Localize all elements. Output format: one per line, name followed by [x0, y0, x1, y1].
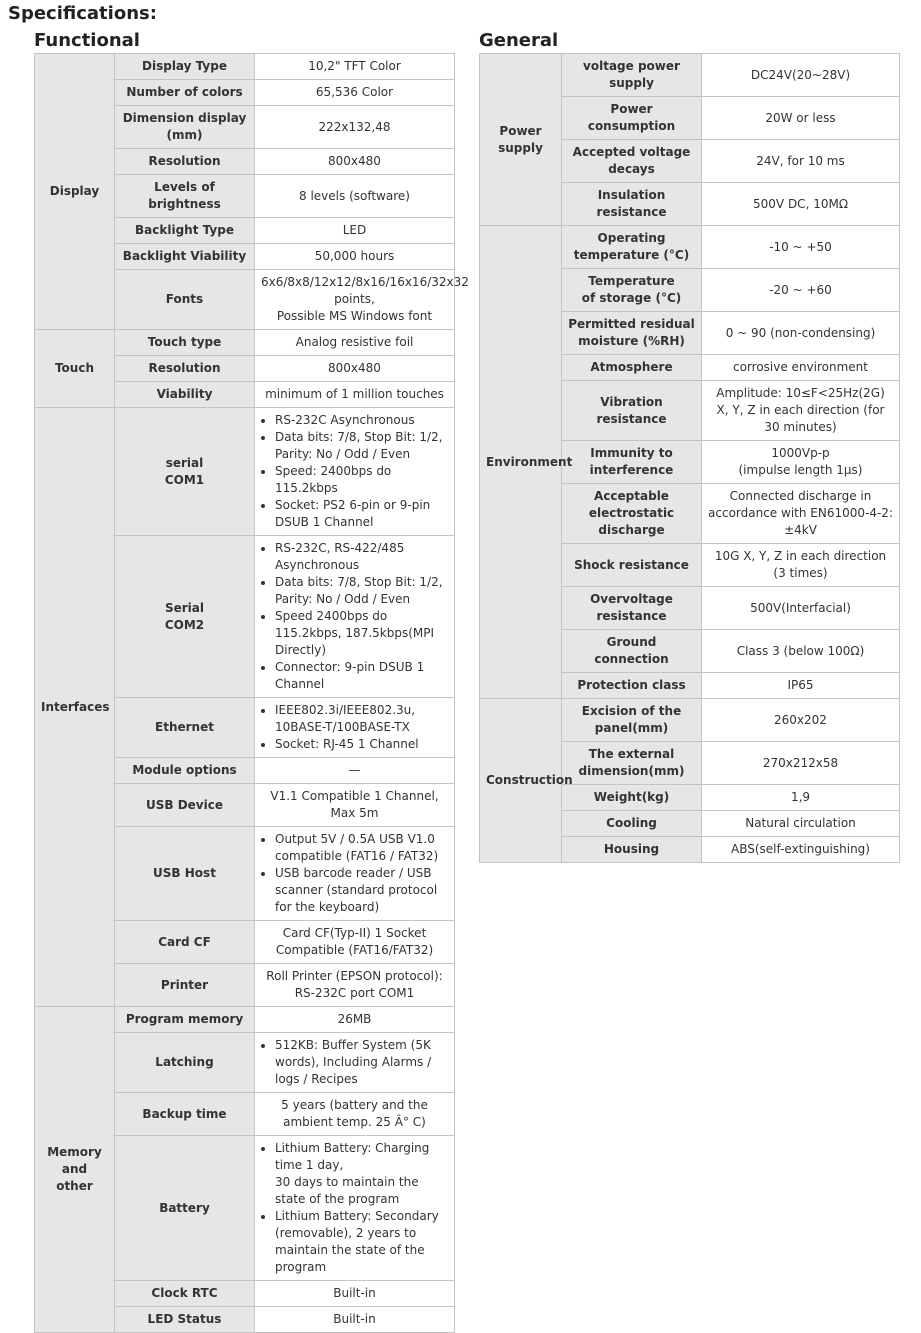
group-construction: Construction	[480, 699, 562, 863]
spec-list-item: • IEEE802.3i/IEEE802.3u, 10BASE-T/100BASE-TX	[275, 702, 448, 736]
spec-label: Serial COM2	[115, 536, 255, 698]
spec-label: USB Host	[115, 827, 255, 921]
spec-value-list	[257, 540, 448, 693]
spec-value	[255, 827, 455, 921]
spec-list-item: • RS-232C Asynchronous	[275, 412, 448, 429]
spec-label: USB Device	[115, 784, 255, 827]
spec-value: 8 levels (software)	[255, 175, 455, 218]
spec-label: Module options	[115, 758, 255, 784]
spec-row-touch-type	[35, 330, 455, 356]
spec-value: LED	[255, 218, 455, 244]
spec-value	[255, 1136, 455, 1281]
general-section-title: General	[479, 30, 559, 51]
spec-label: Printer	[115, 964, 255, 1007]
spec-value: DC24V(20~28V)	[702, 54, 900, 97]
spec-value-list	[257, 702, 448, 753]
spec-label: Backup time	[115, 1093, 255, 1136]
spec-value: Built-in	[255, 1281, 455, 1307]
spec-row-excision-of-the-panel-mm	[480, 699, 900, 742]
spec-label: Shock resistance	[562, 544, 702, 587]
spec-row-program-memory	[35, 1007, 455, 1033]
spec-list-item: • Lithium Battery: Secondary (removable), 2 years to maintain the state of the program	[275, 1208, 448, 1276]
spec-label: Ethernet	[115, 698, 255, 758]
spec-label: Backlight Viability	[115, 244, 255, 270]
spec-label: Display Type	[115, 54, 255, 80]
spec-value: ABS(self-extinguishing)	[702, 837, 900, 863]
group-display: Display	[35, 54, 115, 330]
spec-list-item: • Data bits: 7/8, Stop Bit: 1/2, Parity: No / Odd / Even	[275, 574, 448, 608]
spec-label: Weight(kg)	[562, 785, 702, 811]
spec-value: Card CF(Typ-II) 1 Socket Compatible (FAT16/FAT32)	[255, 921, 455, 964]
spec-value: IP65	[702, 673, 900, 699]
spec-row-serial-com1	[35, 408, 455, 536]
spec-label: Clock RTC	[115, 1281, 255, 1307]
spec-list-item: • Speed 2400bps do 115.2kbps, 187.5kbps(MPI Directly)	[275, 608, 448, 659]
spec-label: Resolution	[115, 149, 255, 175]
spec-value: Amplitude: 10≤F<25Hz(2G) X, Y, Z in each direction (for 30 minutes)	[702, 381, 900, 441]
spec-label: Dimension display (mm)	[115, 106, 255, 149]
spec-value: 10,2" TFT Color	[255, 54, 455, 80]
functional-section-title: Functional	[34, 30, 140, 51]
spec-value: Analog resistive foil	[255, 330, 455, 356]
spec-value: 20W or less	[702, 97, 900, 140]
spec-value: 65,536 Color	[255, 80, 455, 106]
group-memory-and-other: Memory and other	[35, 1007, 115, 1333]
spec-value: 24V, for 10 ms	[702, 140, 900, 183]
spec-label: Number of colors	[115, 80, 255, 106]
spec-label: Excision of the panel(mm)	[562, 699, 702, 742]
spec-value: minimum of 1 million touches	[255, 382, 455, 408]
spec-value-list	[257, 1140, 448, 1276]
spec-label: LED Status	[115, 1307, 255, 1333]
spec-value: -20 ~ +60	[702, 269, 900, 312]
group-power-supply: Power supply	[480, 54, 562, 226]
spec-value: 270x212x58	[702, 742, 900, 785]
spec-value: -10 ~ +50	[702, 226, 900, 269]
spec-label: Touch type	[115, 330, 255, 356]
spec-label: Overvoltage resistance	[562, 587, 702, 630]
spec-label: Program memory	[115, 1007, 255, 1033]
spec-label: Ground connection	[562, 630, 702, 673]
spec-value-list	[257, 1037, 448, 1088]
spec-value: 5 years (battery and the ambient temp. 25 Â° C)	[255, 1093, 455, 1136]
spec-value: 1000Vp-p (impulse length 1μs)	[702, 441, 900, 484]
spec-label: Fonts	[115, 270, 255, 330]
spec-value: 222x132,48	[255, 106, 455, 149]
spec-list-item: • Socket: PS2 6-pin or 9-pin DSUB 1 Channel	[275, 497, 448, 531]
spec-label: serial COM1	[115, 408, 255, 536]
spec-value: 500V(Interfacial)	[702, 587, 900, 630]
spec-label: Atmosphere	[562, 355, 702, 381]
spec-value: 800x480	[255, 356, 455, 382]
spec-list-item: • Data bits: 7/8, Stop Bit: 1/2, Parity: No / Odd / Even	[275, 429, 448, 463]
functional-spec-table	[34, 53, 469, 1333]
spec-label: The external dimension(mm)	[562, 742, 702, 785]
spec-label: Resolution	[115, 356, 255, 382]
spec-value	[255, 698, 455, 758]
spec-value: 1,9	[702, 785, 900, 811]
spec-list-item: • USB barcode reader / USB scanner (standard protocol for the keyboard)	[275, 865, 448, 916]
spec-label: Cooling	[562, 811, 702, 837]
spec-value: Natural circulation	[702, 811, 900, 837]
spec-label: Housing	[562, 837, 702, 863]
spec-list-item: • Connector: 9-pin DSUB 1 Channel	[275, 659, 448, 693]
spec-value: 6x6/8x8/12x12/8x16/16x16/32x32 points, Possible MS Windows font	[255, 270, 455, 330]
spec-value: Built-in	[255, 1307, 455, 1333]
spec-label: Accepted voltage decays	[562, 140, 702, 183]
spec-value: 26MB	[255, 1007, 455, 1033]
spec-label: Viability	[115, 382, 255, 408]
spec-label: Temperature of storage (°C)	[562, 269, 702, 312]
page-title: Specifications:	[8, 3, 157, 24]
spec-value: V1.1 Compatible 1 Channel, Max 5m	[255, 784, 455, 827]
spec-label: Backlight Type	[115, 218, 255, 244]
spec-value: —	[255, 758, 455, 784]
spec-list-item: • Socket: RJ-45 1 Channel	[275, 736, 448, 753]
spec-value: 500V DC, 10MΩ	[702, 183, 900, 226]
spec-label: Card CF	[115, 921, 255, 964]
spec-label: Battery	[115, 1136, 255, 1281]
spec-label: Protection class	[562, 673, 702, 699]
spec-label: Levels of brightness	[115, 175, 255, 218]
group-touch: Touch	[35, 330, 115, 408]
spec-value-list	[257, 412, 448, 531]
spec-label: Latching	[115, 1033, 255, 1093]
spec-value: Connected discharge in accordance with EN61000-4-2: ±4kV	[702, 484, 900, 544]
spec-row-operating-temperature-c	[480, 226, 900, 269]
spec-value: Roll Printer (EPSON protocol): RS-232C port COM1	[255, 964, 455, 1007]
spec-label: Permitted residual moisture (%RH)	[562, 312, 702, 355]
spec-label: Immunity to interference	[562, 441, 702, 484]
spec-value: 260x202	[702, 699, 900, 742]
spec-value: 50,000 hours	[255, 244, 455, 270]
spec-value: Class 3 (below 100Ω)	[702, 630, 900, 673]
spec-label: voltage power supply	[562, 54, 702, 97]
spec-value	[255, 1033, 455, 1093]
group-interfaces: Interfaces	[35, 408, 115, 1007]
spec-row-display-type	[35, 54, 455, 80]
spec-label: Operating temperature (°C)	[562, 226, 702, 269]
spec-label: Insulation resistance	[562, 183, 702, 226]
spec-label: Power consumption	[562, 97, 702, 140]
spec-label: Vibration resistance	[562, 381, 702, 441]
spec-list-item: • Lithium Battery: Charging time 1 day, 30 days to maintain the state of the program	[275, 1140, 448, 1208]
spec-label: Acceptable electrostatic discharge	[562, 484, 702, 544]
spec-value: 800x480	[255, 149, 455, 175]
spec-row-voltage-power-supply	[480, 54, 900, 97]
spec-list-item: • RS-232C, RS-422/485 Asynchronous	[275, 540, 448, 574]
spec-value: corrosive environment	[702, 355, 900, 381]
general-spec-table	[479, 53, 900, 863]
spec-value: 0 ~ 90 (non-condensing)	[702, 312, 900, 355]
spec-value	[255, 536, 455, 698]
spec-value-list	[257, 831, 448, 916]
spec-value	[255, 408, 455, 536]
spec-list-item: • Output 5V / 0.5A USB V1.0 compatible (FAT16 / FAT32)	[275, 831, 448, 865]
spec-value: 10G X, Y, Z in each direction (3 times)	[702, 544, 900, 587]
spec-list-item: • 512KB: Buffer System (5K words), Including Alarms / logs / Recipes	[275, 1037, 448, 1088]
spec-list-item: • Speed: 2400bps do 115.2kbps	[275, 463, 448, 497]
group-environment: Environment	[480, 226, 562, 699]
